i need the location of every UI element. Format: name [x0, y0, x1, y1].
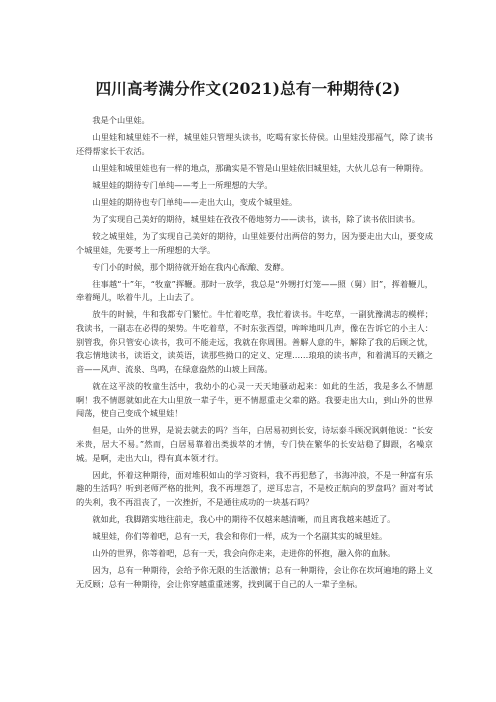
paragraph: 山里娃的期待也专门单纯——走出大山，变成个城里娃。 [92, 196, 298, 207]
paragraph: 但是，山外的世界，是说去就去的吗？当年，白居易初到长安，诗坛泰斗顾况讽刺他说：“长安米贵，居大不易。”然而，白居易靠着出类拔萃的才情，专门快在繁华的长安站稳了脚跟，名噪京城。是啊，走出大山，得有真本领才行。 [76, 425, 433, 463]
paragraph: 就在这平淡的牧童生活中，我幼小的心灵一天天地骚动起来：如此的生活，我是多么不情愿啊！我不情愿就如此在大山里放一辈子牛，更不情愿重走父辈的路。我要走出大山，到山外的世界闯荡，使自己变成个城里娃！ [76, 381, 433, 419]
paragraph: 为了实现自己美好的期待，城里娃在孜孜不倦地努力——读书，读书，除了读书依旧读书。 [92, 213, 420, 224]
paragraph: 城里娃，你们等着吧，总有一天，我会和你们一样，成为一个名副其实的城里娃。 [92, 531, 388, 542]
paragraph: 往事越“十”年，“牧童”挥鞭。那时一放学，我总是“外甥打灯笼——照（舅）旧”，挥着鞭儿，牵着绳儿，吆着牛儿，上山去了。 [76, 278, 433, 303]
paragraph: 我是个山里娃。 [92, 115, 150, 125]
paragraph: 山里娃和城里娃也有一样的地点，那确实是不管是山里娃依旧城里娃，大伙儿总有一种期待。 [92, 162, 429, 173]
paragraph: 城里娃的期待专门单纯——考上一所理想的大学。 [92, 179, 273, 190]
paragraph: 因为，总有一种期待，会给予你无限的生活激情；总有一种期待，会让你在坎坷遍地的路上义无反顾；总有一种期待，会让你穿越重重迷雾，找到属于自己的人一辈子坐标。 [76, 565, 433, 589]
document-title: 四川高考满分作文(2021)总有一种期待(2) [95, 79, 401, 98]
paragraph: 专门小的时候，那个期待就开始在我内心酝酿、发酵。 [92, 261, 289, 272]
paragraph: 山外的世界，你等着吧，总有一天，我会向你走来，走进你的怀抱，融入你的血脉。 [92, 548, 396, 559]
paragraph: 因此，怀着这种期待，面对堆积如山的学习资料，我不再犯愁了，书海冲浪，不是一种富有乐趣的生活吗？听到老师严格的批判，我不再埋怨了，逆耳忠言，不是校正航向的罗盘吗？面对考试的失利，我不再沮丧了，一次挫折，不是通往成功的一块基石吗？ [76, 469, 433, 508]
paragraph: 放牛的时候，牛和我都专门繁忙。牛忙着吃草，我忙着读书。牛吃草，一副犹豫满志的模样；我读书，一副志在必得的架势。牛吃着草，不时东张西望，哞哞地叫几声，像在告诉它的小主人：别管我，你只管安心读书，我可不能走远，我就在你周围。善解人意的牛，解除了我的后顾之忧，我忘情地读书，读语文，读英语，读那些拗口的定义、定理……琅琅的读书声，和着满耳的天籁之音——风声、流泉、鸟鸣，在绿意盎然的山坡上回荡。 [76, 309, 433, 375]
paragraph: 较之城里娃，为了实现自己美好的期待，山里娃要付出两倍的努力，因为要走出大山，要变成个城里娃，先要考上一所理想的大学。 [76, 230, 433, 255]
paragraph: 就如此，我脚踏实地往前走，我心中的期待不仅越来越清晰，而且离我越来越近了。 [92, 514, 396, 525]
paragraph: 山里娃和城里娃不一样，城里娃只管埋头读书，吃喝有家长侍侯。山里娃没那福气，除了读书还得帮家长干农活。 [76, 132, 433, 156]
document-body [76, 114, 433, 595]
